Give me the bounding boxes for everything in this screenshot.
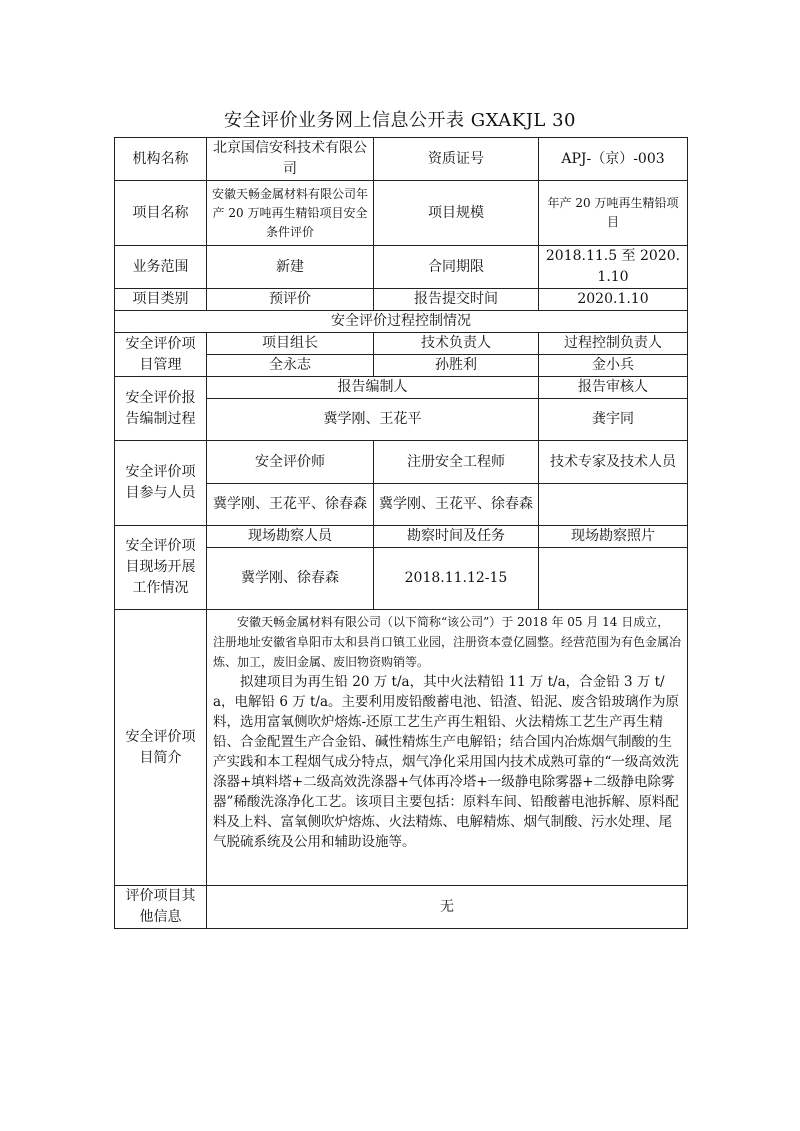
project-scale-label: 项目规模: [374, 181, 539, 246]
cert-value: APJ-（京）-003: [539, 138, 688, 181]
management-value: 全永志: [207, 355, 374, 377]
intro-label: 安全评价项目简介: [115, 610, 207, 886]
disclosure-table: [114, 137, 688, 929]
project-type-value: 预评价: [207, 289, 374, 311]
report-header: 报告审核人: [539, 377, 688, 399]
site-work-value: 冀学刚、徐春森: [207, 548, 374, 610]
site-work-label: 安全评价项目现场开展工作情况: [115, 526, 207, 610]
participants-header: 技术专家及技术人员: [539, 441, 688, 484]
report-header: 报告编制人: [207, 377, 539, 399]
site-work-header: 现场勘察人员: [207, 526, 374, 548]
site-work-value: [539, 548, 688, 610]
intro-content: [207, 610, 688, 886]
management-value: 金小兵: [539, 355, 688, 377]
intro-paragraph-2: 拟建项目为再生铅 20 万 t/a，其中火法精铅 11 万 t/a，合金铅 3 万 t/a，电解铅 6 万 t/a。主要利用废铅酸蓄电池、铅渣、铅泥、废含铅玻璃作为原料，选用富氧侧吹炉熔炼-还原工艺生产再生粗铅、火法精炼工艺生产再生精铅、合金配置生产合金铅、碱性精炼生产电解铅；结合国内冶炼烟气制酸的生产实践和本工程烟气成分特点，烟气净化采用国内技术成熟可靠的“一级高效洗涤器+填料塔+二级高效洗涤器+气体再冷塔+一级静电除雾器+二级静电除雾器”稀酸洗涤净化工艺。该项目主要包括：原料车间、铅酸蓄电池拆解、原料配料及上料、富氧侧吹炉熔炼、火法精炼、电解精炼、烟气制酸、污水处理、尾气脱硫系统及公用和辅助设施等。: [213, 674, 680, 850]
other-info-label: 评价项目其他信息: [115, 886, 207, 929]
participants-value: 冀学刚、王花平、徐春森: [374, 484, 539, 526]
document-title: 安全评价业务网上信息公开表 GXAKJL 30: [223, 110, 576, 131]
business-scope-value: 新建: [207, 246, 374, 289]
participants-value: 冀学刚、王花平、徐春森: [207, 484, 374, 526]
site-work-value: 2018.11.12-15: [374, 548, 539, 610]
org-name-value: 北京国信安科技术有限公司: [207, 138, 374, 181]
participants-value: [539, 484, 688, 526]
project-scale-value: 年产 20 万吨再生精铅项目: [539, 181, 688, 246]
other-info-value: 无: [207, 886, 688, 929]
report-date-value: 2020.1.10: [539, 289, 688, 311]
management-header: 过程控制负责人: [539, 333, 688, 355]
cert-label: 资质证号: [374, 138, 539, 181]
management-value: 孙胜利: [374, 355, 539, 377]
contract-period-value: 2018.11.5 至 2020.1.10: [539, 246, 688, 289]
site-work-header: 现场勘察照片: [539, 526, 688, 548]
business-scope-label: 业务范围: [115, 246, 207, 289]
participants-header: 注册安全工程师: [374, 441, 539, 484]
report-value: 龚宇同: [539, 399, 688, 441]
management-header: 项目组长: [207, 333, 374, 355]
report-value: 冀学刚、王花平: [207, 399, 539, 441]
project-type-label: 项目类别: [115, 289, 207, 311]
participants-label: 安全评价项目参与人员: [115, 441, 207, 526]
management-label: 安全评价项目管理: [115, 333, 207, 377]
org-name-label: 机构名称: [115, 138, 207, 181]
report-date-label: 报告提交时间: [374, 289, 539, 311]
project-name-value: 安徽天畅金属材料有限公司年产 20 万吨再生精铅项目安全条件评价: [207, 181, 374, 246]
management-header: 技术负责人: [374, 333, 539, 355]
participants-header: 安全评价师: [207, 441, 374, 484]
project-name-label: 项目名称: [115, 181, 207, 246]
process-control-title: 安全评价过程控制情况: [115, 311, 688, 333]
site-work-header: 勘察时间及任务: [374, 526, 539, 548]
contract-period-label: 合同期限: [374, 246, 539, 289]
intro-paragraph-1: 安徽天畅金属材料有限公司（以下简称“该公司”）于 2018 年 05 月 14 日成立，注册地址安徽省阜阳市太和县肖口镇工业园，注册资本壹亿圆整。经营范围为有色金属冶炼、加工，废旧金属、废旧物资购销等。: [213, 615, 682, 669]
report-label: 安全评价报告编制过程: [115, 377, 207, 441]
